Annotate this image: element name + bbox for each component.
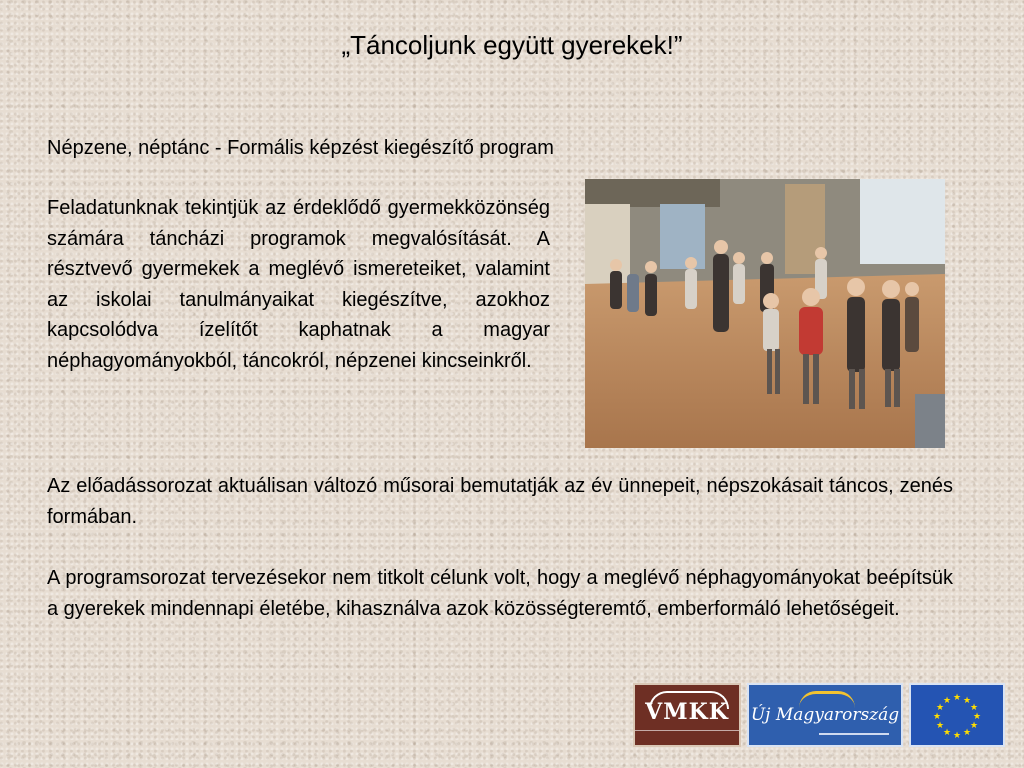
svg-text:★: ★: [969, 721, 979, 731]
svg-text:★: ★: [962, 696, 972, 706]
eu-stars-icon: [911, 685, 1003, 745]
paragraph-goal: A programsorozat tervezésekor nem titkolt célunk volt, hogy a meglévő néphagyományokat beépítsük a gyerekek mindennapi életébe, kihasználva azok közösségteremtő, emberformáló lehetőségeit.: [47, 567, 953, 620]
uj-magyarorszag-logo-text: Új Magyarország: [750, 705, 900, 725]
dance-photo: [585, 179, 945, 448]
svg-text:★: ★: [935, 703, 945, 713]
svg-text:★: ★: [952, 731, 962, 741]
vmkk-logo-text: VMKK: [645, 699, 729, 725]
svg-text:★: ★: [962, 728, 972, 738]
vmkk-logo: [633, 683, 741, 747]
eu-flag-logo: [909, 683, 1005, 747]
svg-text:★: ★: [942, 728, 952, 738]
slide-subtitle: Népzene, néptánc - Formális képzést kiegészítő program: [47, 137, 554, 159]
svg-text:★: ★: [952, 693, 962, 703]
slide-title: „Táncoljunk együtt gyerekek!”: [341, 30, 683, 60]
svg-text:★: ★: [932, 712, 942, 722]
paragraph-intro: Feladatunknak tekintjük az érdeklődő gyermekközönség számára táncházi programok megvalósítását. A résztvevő gyermekek a meglévő ismereteiket, valamint az iskolai tanulmányaikat kiegészítve, azokhoz kapcsolódva ízelítőt kaphatnak a magyar néphagyományokból, táncokról, népzenei kincseinkről.: [47, 197, 550, 372]
uj-magyarorszag-logo: [747, 683, 903, 747]
svg-text:★: ★: [942, 696, 952, 706]
svg-text:★: ★: [969, 703, 979, 713]
svg-text:★: ★: [972, 712, 982, 722]
svg-text:★: ★: [935, 721, 945, 731]
paragraph-program: Az előadássorozat aktuálisan változó műsorai bemutatják az év ünnepeit, népszokásait táncos, zenés formában.: [47, 475, 953, 528]
